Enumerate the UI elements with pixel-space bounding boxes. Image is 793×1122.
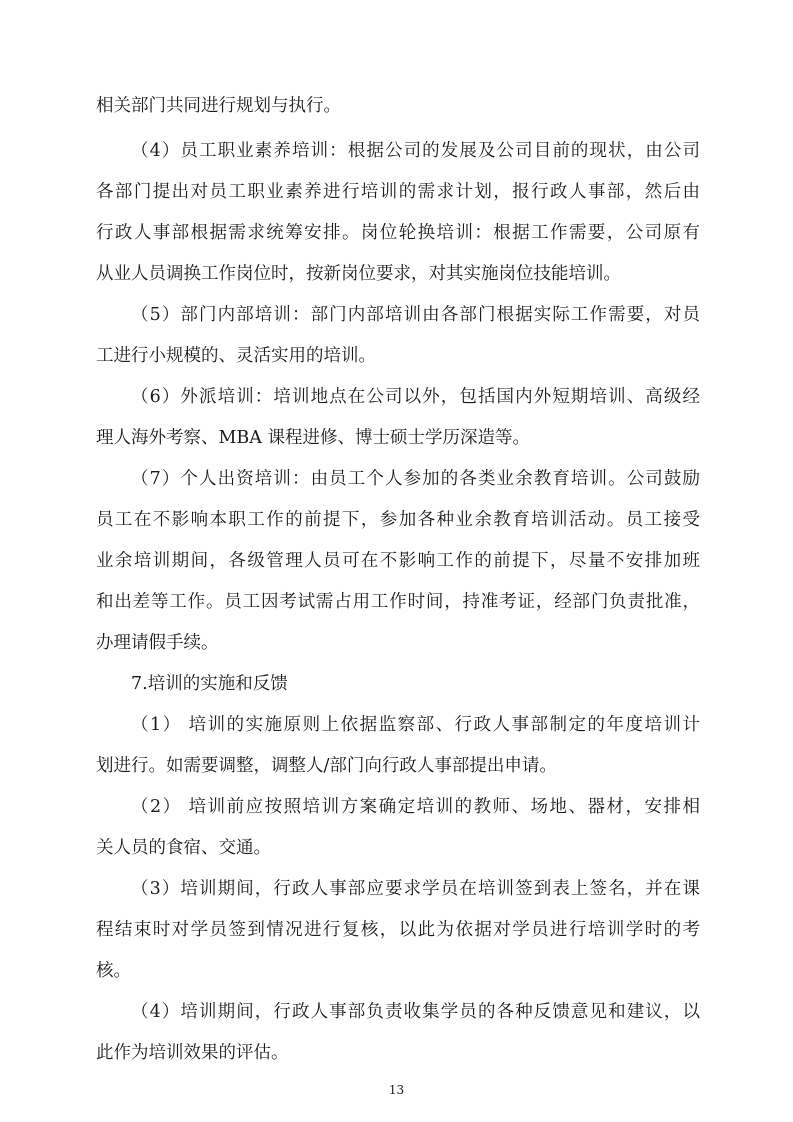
- text-line: 员工在不影响本职工作的前提下，参加各种业余教育培训活动。员工接受: [96, 510, 700, 530]
- text-line: 程结束时对学员签到情况进行复核，以此为依据对学员进行培训学时的考: [96, 920, 700, 940]
- text-line: （5）部门内部培训：部门内部培训由各部门根据实际工作需要，对员: [131, 305, 700, 325]
- text-line: （7）个人出资培训：由员工个人参加的各类业余教育培训。公司鼓励: [131, 469, 700, 489]
- text-line: （1） 培训的实施原则上依据监察部、行政人事部制定的年度培训计: [131, 715, 700, 735]
- text-line: 各部门提出对员工职业素养进行培训的需求计划，报行政人事部，然后由: [96, 182, 700, 202]
- text-line: （2） 培训前应按照培训方案确定培训的教师、场地、器材，安排相: [131, 797, 700, 817]
- text-line: 相关部门共同进行规划与执行。: [96, 96, 341, 116]
- text-line: 行政人事部根据需求统筹安排。岗位轮换培训：根据工作需要，公司原有: [96, 223, 700, 243]
- text-line: 划进行。如需要调整，调整人/部门向行政人事部提出申请。: [96, 756, 557, 776]
- page-number: 13: [388, 1083, 405, 1097]
- text-line: 从业人员调换工作岗位时，按新岗位要求，对其实施岗位技能培训。: [96, 264, 621, 284]
- text-line: 核。: [96, 961, 131, 981]
- text-line: 业余培训期间，各级管理人员可在不影响工作的前提下，尽量不安排加班: [96, 551, 700, 571]
- text-line: 办理请假手续。: [96, 633, 219, 653]
- text-line: 工进行小规模的、灵活实用的培训。: [96, 346, 376, 366]
- text-line: 关人员的食宿、交通。: [96, 838, 271, 858]
- text-line: （6）外派培训：培训地点在公司以外，包括国内外短期培训、高级经: [131, 387, 700, 407]
- section-heading: 7.培训的实施和反馈: [131, 674, 288, 694]
- text-line: （4）员工职业素养培训：根据公司的发展及公司目前的现状，由公司: [131, 141, 700, 161]
- text-line: 理人海外考察、MBA 课程进修、博士硕士学历深造等。: [96, 428, 530, 448]
- text-line: （3）培训期间，行政人事部应要求学员在培训签到表上签名，并在课: [131, 879, 700, 899]
- text-line: （4）培训期间，行政人事部负责收集学员的各种反馈意见和建议，以: [131, 1002, 700, 1022]
- text-line: 此作为培训效果的评估。: [96, 1043, 289, 1063]
- text-line: 和出差等工作。员工因考试需占用工作时间，持准考证，经部门负责批准，: [96, 592, 700, 612]
